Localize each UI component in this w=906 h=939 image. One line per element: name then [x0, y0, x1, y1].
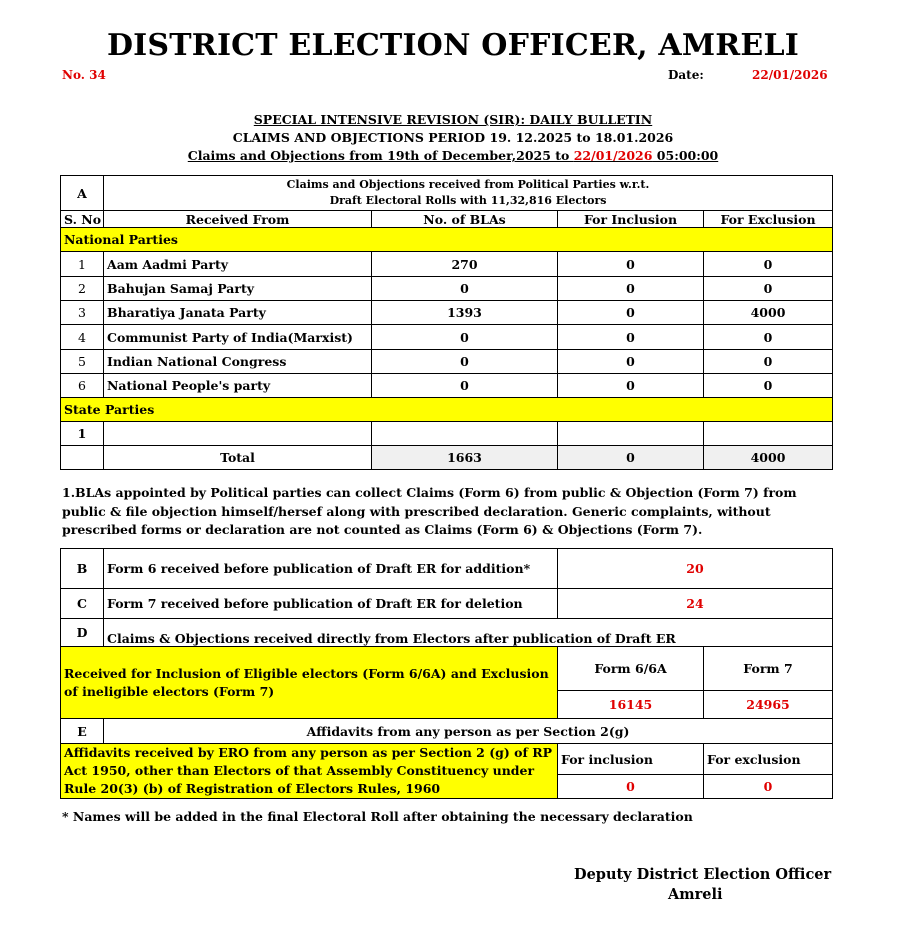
- row-sno: 1: [61, 252, 104, 277]
- row-party: Aam Aadmi Party: [104, 252, 372, 277]
- row-sno: 6: [61, 374, 104, 398]
- row-inclusion: [558, 422, 704, 446]
- range-prefix: Claims and Objections from 19th of December,2025 to: [187, 148, 574, 163]
- row-blas: 1393: [372, 301, 558, 325]
- total-row: [61, 446, 833, 470]
- section-d-col-form7: Form 7: [704, 647, 833, 691]
- section-e-value-exclusion: 0: [704, 775, 833, 799]
- bulletin-title: SPECIAL INTENSIVE REVISION (SIR): DAILY BULLETIN: [253, 112, 653, 127]
- row-exclusion: 0: [704, 252, 833, 277]
- section-b-value: 20: [558, 549, 833, 589]
- section-e-col-inclusion: For inclusion: [558, 744, 704, 775]
- section-d-col-form6: Form 6/6A: [558, 647, 704, 691]
- row-party: Bharatiya Janata Party: [104, 301, 372, 325]
- col-header-received-from: Received From: [104, 211, 372, 228]
- section-c-value: 24: [558, 589, 833, 619]
- row-sno: 5: [61, 350, 104, 374]
- section-e-value-inclusion: 0: [558, 775, 704, 799]
- section-c-text: Form 7 received before publication of Draft ER for deletion: [104, 589, 558, 619]
- row-blas: 0: [372, 325, 558, 350]
- section-d-value-form6: 16145: [558, 691, 704, 719]
- row-exclusion: [704, 422, 833, 446]
- section-c-label: C: [61, 589, 104, 619]
- row-inclusion: 0: [558, 301, 704, 325]
- col-header-inclusion: For Inclusion: [558, 211, 704, 228]
- row-party: National People's party: [104, 374, 372, 398]
- table-row: [61, 350, 833, 374]
- table-row: [61, 325, 833, 350]
- row-sno: 1: [61, 422, 104, 446]
- row-exclusion: 0: [704, 277, 833, 301]
- row-blas: 0: [372, 277, 558, 301]
- table-row: [61, 277, 833, 301]
- row-party: Communist Party of India(Marxist): [104, 325, 372, 350]
- row-sno: 3: [61, 301, 104, 325]
- row-exclusion: 0: [704, 374, 833, 398]
- total-inclusion: 0: [558, 446, 704, 470]
- total-exclusion: 4000: [704, 446, 833, 470]
- section-e-subtext: Affidavits received by ERO from any person as per Section 2 (g) of RP Act 1950, other than Electors of that Assembly Constituency under Rule 20(3) (b) of Registration of Electors Rules, 1960: [61, 744, 558, 799]
- section-b-label: B: [61, 549, 104, 589]
- row-exclusion: 4000: [704, 301, 833, 325]
- state-parties-label: State Parties: [61, 398, 833, 422]
- row-exclusion: 0: [704, 325, 833, 350]
- bla-note: 1.BLAs appointed by Political parties can collect Claims (Form 6) from public & Objection (Form 7) from public & file objection himself/hersef along with prescribed declaration. Generic complaints, without prescribed forms or declaration are not counted as Claims (Form 6) & Objections (Form 7).: [62, 485, 797, 537]
- row-blas: 0: [372, 374, 558, 398]
- section-a-heading-line2: Draft Electoral Rolls with 11,32,816 Electors: [329, 194, 607, 207]
- table-a: [60, 175, 833, 470]
- total-label: Total: [104, 446, 372, 470]
- total-blank: [61, 446, 104, 470]
- signature-place: Amreli: [668, 886, 723, 903]
- row-inclusion: 0: [558, 374, 704, 398]
- section-d-value-form7: 24965: [704, 691, 833, 719]
- date-label: Date:: [668, 68, 704, 82]
- section-e-text: Affidavits from any person as per Section 2(g): [104, 719, 833, 744]
- footnote: * Names will be added in the final Electoral Roll after obtaining the necessary declaration: [62, 809, 693, 824]
- col-header-exclusion: For Exclusion: [704, 211, 833, 228]
- section-a-heading-line1: Claims and Objections received from Political Parties w.r.t.: [286, 178, 650, 191]
- table-row: [61, 301, 833, 325]
- row-exclusion: 0: [704, 350, 833, 374]
- section-d-subtext: Received for Inclusion of Eligible electors (Form 6/6A) and Exclusion of ineligible electors (Form 7): [61, 647, 558, 719]
- section-e-col-exclusion: For exclusion: [704, 744, 833, 775]
- row-party: [104, 422, 372, 446]
- section-e-label: E: [61, 719, 104, 744]
- period-line: CLAIMS AND OBJECTIONS PERIOD 19. 12.2025 to 18.01.2026: [232, 130, 674, 145]
- row-inclusion: 0: [558, 350, 704, 374]
- row-party: Bahujan Samaj Party: [104, 277, 372, 301]
- col-header-sno: S. No: [61, 211, 104, 228]
- section-a-heading: [104, 176, 833, 211]
- section-d-text: Claims & Objections received directly from Electors after publication of Draft ER: [104, 619, 833, 647]
- range-time: 05:00:00: [652, 148, 719, 163]
- national-parties-label: National Parties: [61, 228, 833, 252]
- row-party: Indian National Congress: [104, 350, 372, 374]
- row-blas: 0: [372, 350, 558, 374]
- range-date: 22/01/2026: [573, 148, 653, 163]
- table-b-e: [60, 548, 833, 799]
- row-blas: 270: [372, 252, 558, 277]
- row-inclusion: 0: [558, 277, 704, 301]
- bulletin-number: No. 34: [62, 68, 106, 82]
- row-inclusion: 0: [558, 325, 704, 350]
- section-b-text: Form 6 received before publication of Draft ER for addition*: [104, 549, 558, 589]
- date-value: 22/01/2026: [752, 68, 828, 82]
- table-row: [61, 252, 833, 277]
- signature-designation: Deputy District Election Officer: [574, 866, 832, 883]
- row-blas: [372, 422, 558, 446]
- table-row: [61, 422, 833, 446]
- page-title: DISTRICT ELECTION OFFICER, AMRELI: [106, 28, 800, 63]
- range-line: [0, 148, 906, 163]
- section-a-label: A: [61, 176, 104, 211]
- section-d-label: D: [61, 619, 104, 647]
- col-header-blas: No. of BLAs: [372, 211, 558, 228]
- row-sno: 4: [61, 325, 104, 350]
- table-row: [61, 374, 833, 398]
- row-sno: 2: [61, 277, 104, 301]
- total-blas: 1663: [372, 446, 558, 470]
- row-inclusion: 0: [558, 252, 704, 277]
